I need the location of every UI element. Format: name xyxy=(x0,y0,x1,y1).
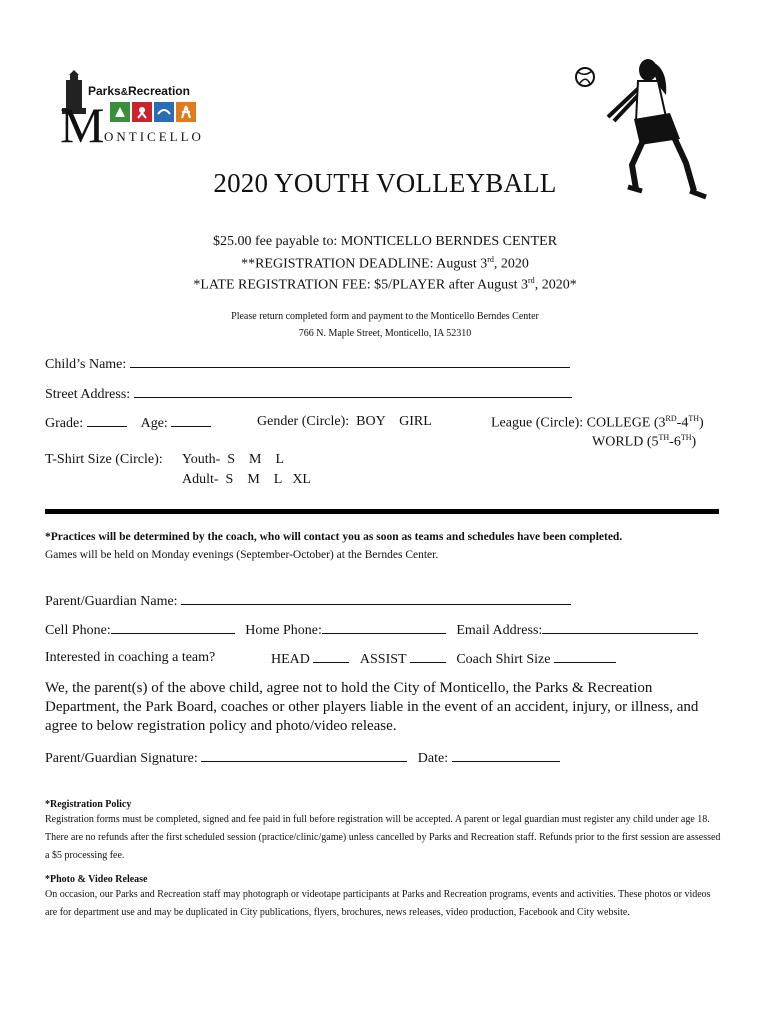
youth-sizes[interactable]: Youth- S M L xyxy=(182,452,285,467)
email-field[interactable] xyxy=(542,621,698,634)
coach-shirt-label: Coach Shirt Size xyxy=(456,652,551,667)
head-label: HEAD xyxy=(271,652,310,667)
registration-policy-heading: *Registration Policy xyxy=(45,799,132,810)
cell-phone-field[interactable] xyxy=(111,621,235,634)
head-field[interactable] xyxy=(313,650,349,663)
photo-release-text: On occasion, our Parks and Recreation staff may photograph or videotape participants at Parks and Recreation programs, events and activities. These photos or videos are for department use and may be duplicated in City publications, flyers, brochures, news releases, video production, Facebook and City website. xyxy=(45,889,711,918)
parent-name-label: Parent/Guardian Name: xyxy=(45,594,178,609)
parent-name-row xyxy=(45,592,571,610)
age-field[interactable] xyxy=(171,414,211,427)
signature-field[interactable] xyxy=(201,749,407,762)
parks-recreation-logo xyxy=(58,70,228,153)
adult-sizes[interactable]: Adult- S M L XL xyxy=(182,472,311,487)
home-phone-field[interactable] xyxy=(322,621,446,634)
games-note: Games will be held on Monday evenings (September-October) at the Berndes Center. xyxy=(45,549,439,561)
league-world-option[interactable]: WORLD (5TH-6TH) xyxy=(592,433,697,450)
age-label: Age: xyxy=(140,416,168,431)
return-instructions: Please return completed form and payment to the Monticello Berndes Center xyxy=(231,311,539,322)
cell-phone-label: Cell Phone: xyxy=(45,623,111,638)
logo-amp: & xyxy=(120,87,128,98)
coaching-options xyxy=(271,650,616,668)
date-label: Date: xyxy=(417,751,449,766)
assist-field[interactable] xyxy=(410,650,446,663)
section-divider xyxy=(45,509,719,514)
grade-label: Grade: xyxy=(45,416,84,431)
deadline-line: **REGISTRATION DEADLINE: August 3rd, 2020 xyxy=(241,255,529,272)
phone-row xyxy=(45,621,698,639)
child-name-field[interactable] xyxy=(130,355,570,368)
signature-label: Parent/Guardian Signature: xyxy=(45,751,198,766)
signature-row xyxy=(45,749,560,767)
home-phone-label: Home Phone: xyxy=(245,623,322,638)
street-address-label: Street Address: xyxy=(45,387,131,402)
street-address-field[interactable] xyxy=(134,385,572,398)
coaching-row xyxy=(45,650,215,666)
logo-big-m: M xyxy=(60,97,105,153)
registration-policy-text: Registration forms must be completed, signed and fee paid in full before registration will be accepted. A parent or legal guardian must register any child under age 18. There are no refunds after the first scheduled session (practice/clinic/game) unless cancelled by Parks and Recreation staff. Refunds prior to the first session are assessed a $5 processing fee. xyxy=(45,814,721,861)
page-title: 2020 YOUTH VOLLEYBALL xyxy=(213,168,557,198)
street-address-row xyxy=(45,385,572,403)
photo-release-heading: *Photo & Video Release xyxy=(45,874,148,885)
grade-field[interactable] xyxy=(87,414,127,427)
coaching-label: Interested in coaching a team? xyxy=(45,650,216,665)
child-name-row xyxy=(45,355,570,373)
coach-shirt-field[interactable] xyxy=(554,650,616,663)
logo-recreation-text: Recreation xyxy=(127,84,190,98)
center-address: 766 N. Maple Street, Monticello, IA 52310 xyxy=(298,328,472,339)
date-field[interactable] xyxy=(452,749,560,762)
fee-line: $25.00 fee payable to: MONTICELLO BERNDES CENTER xyxy=(212,234,558,249)
logo-parks-text: Parks xyxy=(88,84,121,98)
email-label: Email Address: xyxy=(456,623,543,638)
gender-options[interactable]: Gender (Circle): BOY GIRL xyxy=(257,414,432,429)
late-fee-line: *LATE REGISTRATION FEE: $5/PLAYER after August 3rd, 2020* xyxy=(193,276,577,293)
practice-note: *Practices will be determined by the coach, who will contact you as soon as teams and schedules have been completed. xyxy=(45,531,623,543)
logo-monticello-text: ONTICELLO xyxy=(104,129,204,144)
tshirt-label: T-Shirt Size (Circle): xyxy=(45,452,163,467)
grade-row xyxy=(45,414,211,432)
assist-label: ASSIST xyxy=(359,652,407,667)
parent-name-field[interactable] xyxy=(181,592,571,605)
league-options[interactable]: League (Circle): COLLEGE (3RD-4TH) xyxy=(491,414,704,431)
child-name-label: Child’s Name: xyxy=(45,357,127,372)
liability-agreement: We, the parent(s) of the above child, agree not to hold the City of Monticello, the Parks & Recreation Department, the Park Board, coaches or other players liable in the event of an accident, injury, or illness, and agree to below registration policy and photo/video release. xyxy=(45,680,699,734)
